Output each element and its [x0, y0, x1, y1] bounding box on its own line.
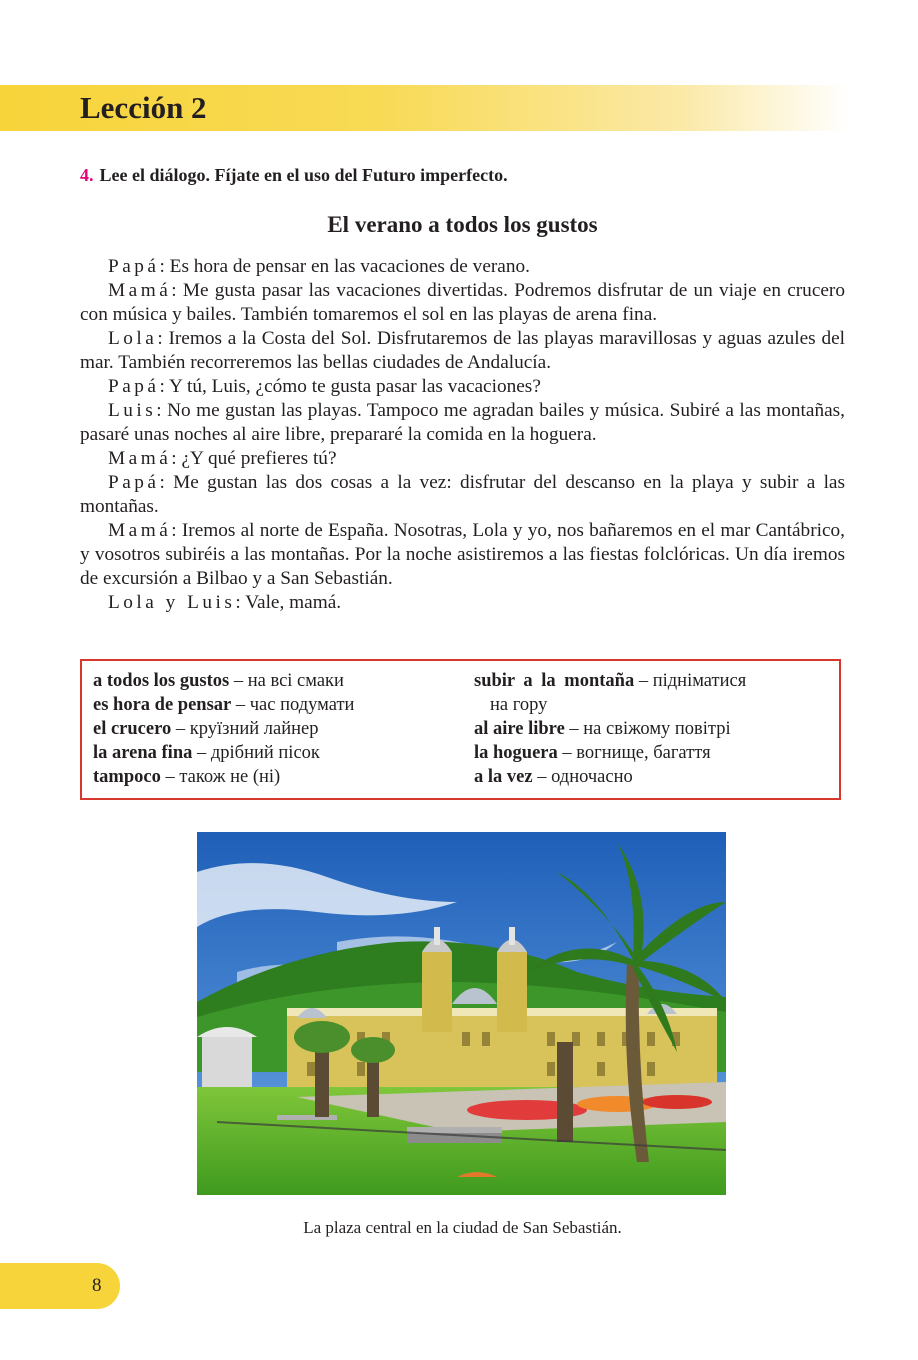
dialog-line — [80, 591, 845, 615]
vocabulary-item — [93, 669, 463, 693]
vocabulary-item — [474, 765, 834, 789]
vocabulary-term: subir a la montaña — [474, 671, 635, 691]
dialog-line — [80, 279, 845, 327]
speaker-name: Lola y Luis — [108, 592, 236, 613]
dialog-line — [80, 519, 845, 591]
vocabulary-term: la hoguera — [474, 743, 558, 763]
dialog-line-text: : Iremos al norte de España. Nosotras, Lola y yo, nos bañaremos en el mar Cantábrico, y vosotros subiréis a las montañas. Por la noche asistiremos a las fiestas folclóricas. Un día iremos de excursión a Bilbao y a San Sebastián. — [80, 520, 845, 589]
vocabulary-column-left — [93, 669, 463, 789]
vocabulary-translation: – підніматися — [634, 671, 747, 691]
vocabulary-item — [474, 669, 834, 693]
dialog-line-text: : ¿Y qué prefieres tú? — [171, 448, 337, 469]
speaker-name: Papá — [108, 376, 160, 397]
vocabulary-item — [474, 741, 834, 765]
city-plaza-photo — [197, 832, 726, 1195]
vocabulary-term: el crucero — [93, 719, 172, 739]
vocabulary-column-right — [474, 669, 834, 789]
dialog-line — [80, 375, 845, 399]
vocabulary-term: es hora de pensar — [93, 695, 232, 715]
speaker-name: Luis — [108, 400, 157, 421]
vocabulary-translation: – на свіжому повітрі — [564, 719, 731, 739]
vocabulary-translation: – вогнище, багаття — [557, 743, 711, 763]
vocabulary-term: tampoco — [93, 767, 161, 787]
vocabulary-item — [93, 741, 463, 765]
vocabulary-translation: – час подумати — [231, 695, 355, 715]
speaker-name: Mamá — [108, 520, 172, 541]
vocabulary-translation: – також не (ні) — [160, 767, 281, 787]
dialog-line — [80, 327, 845, 375]
vocabulary-term: a todos los gustos — [93, 671, 230, 691]
speaker-name: Mamá — [108, 280, 172, 301]
dialog-text — [80, 255, 845, 615]
vocabulary-term: al aire libre — [474, 719, 565, 739]
vocabulary-item — [93, 765, 463, 789]
dialog-line — [80, 399, 845, 447]
speaker-name: Mamá — [108, 448, 172, 469]
dialog-line-text: : Iremos a la Costa del Sol. Disfrutaremos de las playas maravillosas y aguas azules del mar. También recorreremos las bellas ciudades de Andalucía. — [80, 328, 845, 373]
dialog-line-text: : Vale, mamá. — [235, 592, 342, 613]
dialog-line — [80, 471, 845, 519]
task-text: Lee el diálogo. Fíjate en el uso del Futuro imperfecto. — [99, 165, 508, 185]
page-number-tab — [0, 1263, 120, 1309]
vocabulary-translation: – одночасно — [532, 767, 633, 787]
vocabulary-translation: – на всі смаки — [229, 671, 344, 691]
dialog-line-text: : Me gustan las dos cosas a la vez: disfrutar del descanso en la playa y subir a las montañas. — [80, 472, 845, 517]
vocabulary-box — [80, 659, 841, 800]
vocabulary-term: la arena fina — [93, 743, 193, 763]
dialog-line — [80, 447, 845, 471]
vocabulary-translation: – дрібний пісок — [192, 743, 320, 763]
speaker-name: Papá — [108, 256, 160, 277]
vocabulary-translation-continuation: на гору — [490, 695, 548, 715]
task-number: 4. — [80, 165, 94, 185]
vocabulary-item — [93, 693, 463, 717]
speaker-name: Lola — [108, 328, 158, 349]
photo-caption: La plaza central en la ciudad de San Sebastián. — [303, 1218, 622, 1237]
dialog-title: El verano a todos los gustos — [327, 212, 598, 237]
dialog-line-text: : Me gusta pasar las vacaciones divertidas. Podremos disfrutar de un viaje en crucero con música y bailes. También tomaremos el sol en las playas de arena fina. — [80, 280, 845, 325]
dialog-line-text: : No me gustan las playas. Tampoco me agradan bailes y música. Subiré a las montañas, pasaré unas noches al aire libre, prepararé la comida en la hoguera. — [80, 400, 845, 445]
page-number: 8 — [92, 1275, 102, 1296]
vocabulary-translation: – круїзний лайнер — [171, 719, 319, 739]
lesson-title: Lección 2 — [80, 90, 207, 125]
dialog-line — [80, 255, 845, 279]
speaker-name: Papá — [108, 472, 160, 493]
task-instruction — [80, 163, 508, 187]
dialog-line-text: : Y tú, Luis, ¿cómo te gusta pasar las vacaciones? — [159, 376, 541, 397]
vocabulary-item — [474, 717, 834, 741]
dialog-line-text: : Es hora de pensar en las vacaciones de verano. — [159, 256, 530, 277]
vocabulary-term: a la vez — [474, 767, 533, 787]
vocabulary-item — [93, 717, 463, 741]
